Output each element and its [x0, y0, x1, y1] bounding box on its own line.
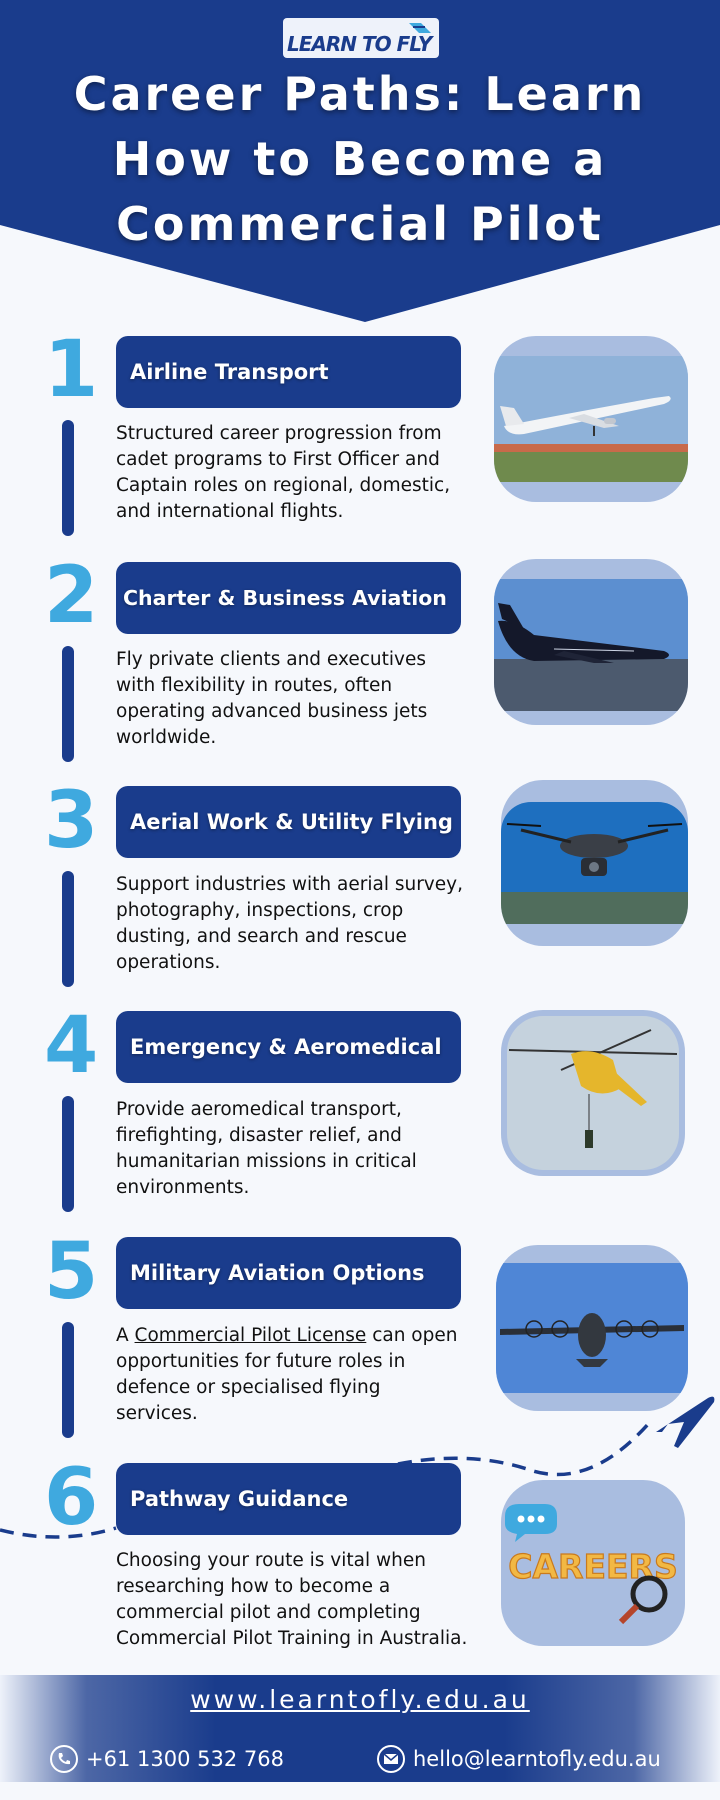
helicopter-photo — [501, 1010, 685, 1176]
desc-prefix: A — [116, 1325, 135, 1346]
step-title: Pathway Guidance — [116, 1463, 461, 1535]
logo[interactable] — [283, 18, 439, 58]
step-number: 5 — [44, 1227, 99, 1317]
timeline-bar — [62, 646, 74, 762]
military-plane-image — [496, 1263, 688, 1393]
drone-image — [501, 802, 688, 924]
page-title: Career Paths: Learn How to Become a Commercial Pilot — [73, 67, 647, 251]
business-jet-photo — [494, 559, 688, 725]
step-description: Fly private clients and executives with flexibility in routes, often operating advanced business jets worldwide. — [116, 649, 428, 748]
careers-text: CAREERS — [508, 1547, 678, 1586]
timeline-bar — [62, 420, 74, 536]
step-number: 6 — [44, 1453, 99, 1543]
step-title: Charter & Business Aviation — [116, 562, 461, 634]
step-title: Emergency & Aeromedical — [116, 1011, 461, 1083]
step-number: 3 — [44, 776, 99, 866]
mail-icon — [377, 1745, 405, 1773]
email-address: hello@learntofly.edu.au — [413, 1747, 661, 1771]
military-plane-photo — [496, 1245, 688, 1411]
careers-image — [501, 1480, 685, 1646]
phone-contact[interactable] — [50, 1745, 284, 1773]
step-title: Military Aviation Options — [116, 1237, 461, 1309]
business-jet-image — [494, 579, 688, 711]
step-title: Aerial Work & Utility Flying — [116, 786, 461, 858]
step-number: 2 — [44, 551, 99, 641]
desc-suffix: can open opportunities for future roles in defence or specialised flying services. — [116, 1325, 458, 1424]
footer — [0, 1675, 720, 1782]
step-description: Support industries with aerial survey, photography, inspections, crop dusting, and search and rescue operations. — [116, 874, 463, 973]
logo-text: LEARN TO FLY — [287, 32, 432, 56]
step-description: Structured career progression from cadet programs to First Officer and Captain roles on regional, domestic, and international flights. — [116, 423, 451, 522]
step-number: 4 — [44, 1001, 99, 1091]
timeline-bar — [62, 1096, 74, 1212]
phone-number: +61 1300 532 768 — [86, 1747, 284, 1771]
commercial-pilot-license-link[interactable]: Commercial Pilot License — [134, 1325, 367, 1346]
careers-graphic — [501, 1480, 685, 1646]
step-description: Provide aeromedical transport, firefighting, disaster relief, and humanitarian missions in critical environments. — [116, 1099, 417, 1198]
website-link[interactable]: www.learntofly.edu.au — [190, 1685, 530, 1714]
phone-icon — [50, 1745, 78, 1773]
step-title: Airline Transport — [116, 336, 461, 408]
airliner-photo — [494, 336, 688, 502]
helicopter-image — [501, 1010, 685, 1176]
email-contact[interactable] — [377, 1745, 661, 1773]
airplane-icon — [650, 1388, 718, 1452]
timeline-bar — [62, 871, 74, 987]
airliner-image — [494, 356, 688, 482]
step-number: 1 — [44, 325, 99, 415]
step-description: Choosing your route is vital when researching how to become a commercial pilot and completing Commercial Pilot Training in Australia. — [116, 1550, 468, 1649]
drone-photo — [501, 780, 688, 946]
